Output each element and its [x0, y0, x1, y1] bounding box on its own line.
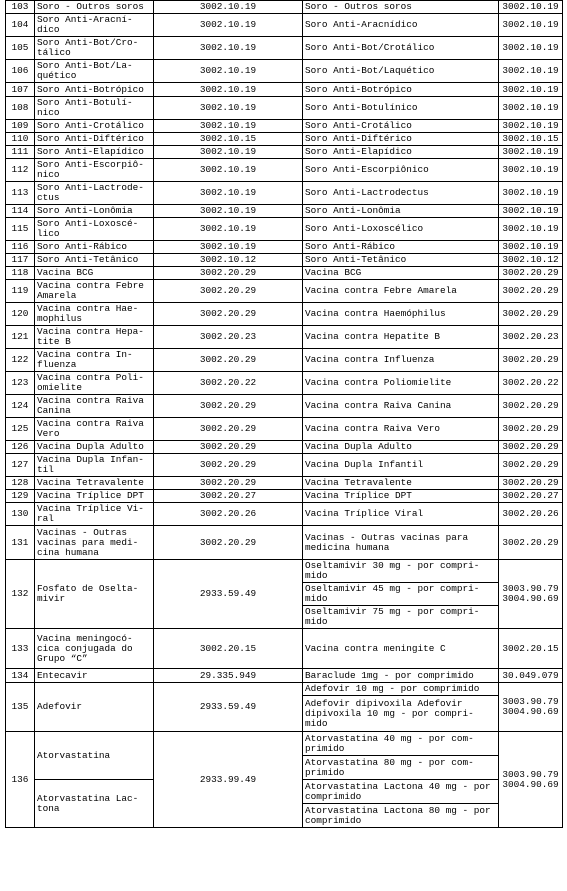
item-product-ncm: 3002.10.15 — [499, 133, 563, 146]
item-ncm-code: 3002.20.29 — [154, 267, 303, 280]
item-number: 109 — [6, 120, 35, 133]
item-substance: Vacina contra Hepa-tite B — [35, 326, 154, 349]
item-number: 133 — [6, 629, 35, 669]
item-product-ncm: 3002.10.19 — [499, 218, 563, 241]
item-substance: Soro Anti-Crotálico — [35, 120, 154, 133]
item-product: Vacina contra Raiva Vero — [303, 418, 499, 441]
table-row — [6, 146, 563, 159]
item-product-ncm: 3002.10.19 — [499, 182, 563, 205]
item-product: Soro Anti-Botrópico — [303, 83, 499, 97]
table-row — [6, 490, 563, 503]
item-substance: Vacina contra Hae-mophilus — [35, 303, 154, 326]
item-number: 135 — [6, 683, 35, 732]
item-substance: Vacina meningocó-cica conjugada do Grupo “C” — [35, 629, 154, 669]
item-substance: Vacina Dupla Infan-til — [35, 454, 154, 477]
table-row — [6, 120, 563, 133]
item-product: Oseltamivir 45 mg - por compri-mido — [303, 583, 499, 606]
item-product: Soro Anti-Bot/Crotálico — [303, 37, 499, 60]
item-number: 104 — [6, 14, 35, 37]
item-ncm-code: 3002.10.19 — [154, 218, 303, 241]
item-product: Soro - Outros soros — [303, 1, 499, 14]
item-product-ncm: 3002.20.29 — [499, 267, 563, 280]
item-product: Vacina Dupla Adulto — [303, 441, 499, 454]
item-substance: Vacina BCG — [35, 267, 154, 280]
item-number: 105 — [6, 37, 35, 60]
item-product-ncm — [499, 560, 563, 629]
item-ncm-code: 2933.59.49 — [154, 560, 303, 629]
item-product: Baraclude 1mg - por comprimido — [303, 669, 499, 683]
item-number: 121 — [6, 326, 35, 349]
item-substance: Vacina contra Raiva Vero — [35, 418, 154, 441]
item-number: 123 — [6, 372, 35, 395]
item-product-ncm: 3002.10.19 — [499, 14, 563, 37]
item-ncm-code: 3002.20.23 — [154, 326, 303, 349]
table-row — [6, 372, 563, 395]
item-substance: Soro Anti-Botulí-nico — [35, 97, 154, 120]
table-row — [6, 526, 563, 560]
table-row — [6, 280, 563, 303]
item-number: 112 — [6, 159, 35, 182]
item-number: 119 — [6, 280, 35, 303]
item-product: Soro Anti-Escorpiônico — [303, 159, 499, 182]
item-product: Soro Anti-Elapídico — [303, 146, 499, 159]
item-product: Atorvastatina Lactona 40 mg - por comprimido — [303, 780, 499, 804]
item-product: Adefovir dipivoxila Adefovir dipivoxila 10 mg - por compri-mido — [303, 696, 499, 732]
ncm-line: 3003.90.79 — [502, 696, 559, 707]
item-substance: Vacinas - Outras vacinas para medi-cina humana — [35, 526, 154, 560]
item-product-ncm: 3002.10.19 — [499, 159, 563, 182]
item-product: Soro Anti-Rábico — [303, 241, 499, 254]
item-substance: Soro Anti-Diftérico — [35, 133, 154, 146]
item-substance: Vacina Dupla Adulto — [35, 441, 154, 454]
item-product-ncm: 3002.20.23 — [499, 326, 563, 349]
item-number: 114 — [6, 205, 35, 218]
table-row — [6, 1, 563, 14]
item-number: 120 — [6, 303, 35, 326]
item-product-ncm: 3002.10.19 — [499, 205, 563, 218]
item-ncm-code: 3002.20.29 — [154, 349, 303, 372]
item-substance: Vacina Tetravalente — [35, 477, 154, 490]
item-ncm-code: 3002.20.29 — [154, 526, 303, 560]
table-row — [6, 60, 563, 83]
item-ncm-code: 3002.10.19 — [154, 146, 303, 159]
item-product: Vacina BCG — [303, 267, 499, 280]
item-ncm-code: 3002.10.15 — [154, 133, 303, 146]
item-ncm-code: 3002.10.19 — [154, 83, 303, 97]
table-row — [6, 37, 563, 60]
item-product-ncm: 3002.20.29 — [499, 349, 563, 372]
item-number: 129 — [6, 490, 35, 503]
item-product-ncm: 3002.20.29 — [499, 441, 563, 454]
item-number: 118 — [6, 267, 35, 280]
item-ncm-code: 3002.20.29 — [154, 454, 303, 477]
item-product: Vacina contra Haemóphilus — [303, 303, 499, 326]
item-ncm-code: 3002.20.29 — [154, 441, 303, 454]
item-number: 131 — [6, 526, 35, 560]
item-ncm-code: 3002.10.19 — [154, 97, 303, 120]
item-product: Soro Anti-Lonômia — [303, 205, 499, 218]
table-row — [6, 97, 563, 120]
item-number: 124 — [6, 395, 35, 418]
item-number: 132 — [6, 560, 35, 629]
item-ncm-code: 3002.20.29 — [154, 418, 303, 441]
table-row — [6, 477, 563, 490]
table-row — [6, 14, 563, 37]
item-number: 110 — [6, 133, 35, 146]
ncm-line: 3003.90.79 — [502, 768, 559, 780]
item-ncm-code: 3002.10.19 — [154, 120, 303, 133]
table-row — [6, 349, 563, 372]
ncm-line: 3003.90.79 — [502, 583, 559, 594]
item-number: 128 — [6, 477, 35, 490]
item-product: Soro Anti-Loxoscélico — [303, 218, 499, 241]
item-product: Atorvastatina 80 mg - por com-primido — [303, 756, 499, 780]
item-product-ncm: 3002.10.19 — [499, 60, 563, 83]
item-product: Vacina contra Poliomielite — [303, 372, 499, 395]
item-product: Vacina contra meningite C — [303, 629, 499, 669]
item-product: Oseltamivir 75 mg - por compri-mido — [303, 606, 499, 629]
item-product-ncm: 3002.20.26 — [499, 503, 563, 526]
table-row — [6, 669, 563, 683]
table-row — [6, 133, 563, 146]
table-row — [6, 83, 563, 97]
table-body — [6, 1, 563, 828]
item-ncm-code: 3002.10.19 — [154, 159, 303, 182]
item-substance: Adefovir — [35, 683, 154, 732]
item-product-ncm: 3002.20.29 — [499, 454, 563, 477]
item-number: 113 — [6, 182, 35, 205]
item-product-ncm: 3002.20.29 — [499, 418, 563, 441]
item-substance: Atorvastatina — [35, 732, 154, 780]
table-row — [6, 205, 563, 218]
item-product: Vacina contra Influenza — [303, 349, 499, 372]
item-ncm-code: 3002.20.27 — [154, 490, 303, 503]
item-ncm-code: 2933.99.49 — [154, 732, 303, 828]
item-substance: Entecavir — [35, 669, 154, 683]
item-product-ncm: 3002.10.19 — [499, 146, 563, 159]
ncm-line: 3004.90.69 — [502, 706, 559, 717]
item-substance: Soro Anti-Escorpiô-nico — [35, 159, 154, 182]
item-product-ncm: 3002.10.19 — [499, 1, 563, 14]
item-product-ncm: 3002.10.19 — [499, 37, 563, 60]
item-product-ncm: 3002.10.19 — [499, 83, 563, 97]
item-product: Vacina Tetravalente — [303, 477, 499, 490]
item-ncm-code: 3002.20.29 — [154, 395, 303, 418]
item-number: 127 — [6, 454, 35, 477]
item-number: 130 — [6, 503, 35, 526]
table-row — [6, 326, 563, 349]
item-product: Vacina contra Hepatite B — [303, 326, 499, 349]
item-substance: Fosfato de Oselta-mivir — [35, 560, 154, 629]
table-row — [6, 629, 563, 669]
item-substance: Soro Anti-Rábico — [35, 241, 154, 254]
item-product-ncm: 3002.20.29 — [499, 395, 563, 418]
item-substance: Soro Anti-Lonômia — [35, 205, 154, 218]
table-row — [6, 267, 563, 280]
item-product: Soro Anti-Botulínico — [303, 97, 499, 120]
item-product: Soro Anti-Tetânico — [303, 254, 499, 267]
item-ncm-code: 3002.10.19 — [154, 205, 303, 218]
item-product-ncm: 3002.20.29 — [499, 280, 563, 303]
product-table — [5, 0, 563, 828]
item-product-ncm: 3002.10.19 — [499, 241, 563, 254]
item-ncm-code: 3002.20.26 — [154, 503, 303, 526]
item-substance: Vacina contra Poli-omielite — [35, 372, 154, 395]
item-number: 103 — [6, 1, 35, 14]
item-substance: Soro - Outros soros — [35, 1, 154, 14]
table-row — [6, 241, 563, 254]
item-product: Soro Anti-Bot/Laquético — [303, 60, 499, 83]
item-product-ncm — [499, 732, 563, 828]
table-row — [6, 683, 563, 696]
item-ncm-code: 3002.10.19 — [154, 241, 303, 254]
item-substance: Vacina Tríplice DPT — [35, 490, 154, 503]
item-product-ncm: 3002.10.19 — [499, 120, 563, 133]
table-row — [6, 454, 563, 477]
item-product: Soro Anti-Diftérico — [303, 133, 499, 146]
item-number: 116 — [6, 241, 35, 254]
item-number: 106 — [6, 60, 35, 83]
table-row — [6, 503, 563, 526]
item-product: Soro Anti-Aracnídico — [303, 14, 499, 37]
item-substance: Vacina contra Febre Amarela — [35, 280, 154, 303]
item-product-ncm: 3002.20.29 — [499, 526, 563, 560]
item-substance: Vacina contra In-fluenza — [35, 349, 154, 372]
item-substance: Soro Anti-Aracní-dico — [35, 14, 154, 37]
item-product: Adefovir 10 mg - por comprimido — [303, 683, 499, 696]
ncm-line: 3004.90.69 — [502, 593, 559, 604]
item-product: Vacina contra Febre Amarela — [303, 280, 499, 303]
item-substance: Soro Anti-Tetânico — [35, 254, 154, 267]
table-row — [6, 303, 563, 326]
item-number: 125 — [6, 418, 35, 441]
item-ncm-code: 3002.20.29 — [154, 477, 303, 490]
table-row — [6, 441, 563, 454]
item-number: 111 — [6, 146, 35, 159]
item-ncm-code: 29.335.949 — [154, 669, 303, 683]
table-row — [6, 732, 563, 756]
item-ncm-code: 3002.10.12 — [154, 254, 303, 267]
table-row — [6, 218, 563, 241]
item-substance: Atorvastatina Lac-tona — [35, 780, 154, 828]
item-product: Soro Anti-Lactrodectus — [303, 182, 499, 205]
item-product: Oseltamivir 30 mg - por compri-mido — [303, 560, 499, 583]
item-ncm-code: 3002.20.22 — [154, 372, 303, 395]
table-row — [6, 395, 563, 418]
item-number: 117 — [6, 254, 35, 267]
item-product: Atorvastatina 40 mg - por com-primido — [303, 732, 499, 756]
item-substance: Soro Anti-Bot/Cro-tálico — [35, 37, 154, 60]
item-number: 136 — [6, 732, 35, 828]
item-number: 134 — [6, 669, 35, 683]
item-substance: Soro Anti-Elapídico — [35, 146, 154, 159]
item-product: Vacina Tríplice DPT — [303, 490, 499, 503]
item-product-ncm: 3002.20.22 — [499, 372, 563, 395]
item-ncm-code: 3002.10.19 — [154, 182, 303, 205]
item-product: Vacina Tríplice Viral — [303, 503, 499, 526]
item-substance: Soro Anti-Lactrode-ctus — [35, 182, 154, 205]
item-ncm-code: 2933.59.49 — [154, 683, 303, 732]
item-product-ncm: 3002.10.19 — [499, 97, 563, 120]
item-product: Vacina contra Raiva Canina — [303, 395, 499, 418]
item-ncm-code: 3002.10.19 — [154, 60, 303, 83]
item-ncm-code: 3002.20.29 — [154, 280, 303, 303]
table-row — [6, 182, 563, 205]
item-product-ncm: 3002.20.27 — [499, 490, 563, 503]
item-product: Soro Anti-Crotálico — [303, 120, 499, 133]
item-product: Vacinas - Outras vacinas para medicina humana — [303, 526, 499, 560]
table-row — [6, 560, 563, 583]
item-substance: Soro Anti-Botrópico — [35, 83, 154, 97]
item-number: 107 — [6, 83, 35, 97]
item-number: 122 — [6, 349, 35, 372]
item-substance: Soro Anti-Loxoscé-lico — [35, 218, 154, 241]
item-product-ncm: 3002.20.29 — [499, 477, 563, 490]
item-substance: Vacina contra Raiva Canina — [35, 395, 154, 418]
item-ncm-code: 3002.10.19 — [154, 1, 303, 14]
item-ncm-code: 3002.10.19 — [154, 37, 303, 60]
item-product-ncm — [499, 683, 563, 732]
item-ncm-code: 3002.10.19 — [154, 14, 303, 37]
item-product-ncm: 3002.10.12 — [499, 254, 563, 267]
ncm-line: 3004.90.69 — [502, 778, 559, 790]
item-ncm-code: 3002.20.15 — [154, 629, 303, 669]
table-row — [6, 159, 563, 182]
item-substance: Soro Anti-Bot/La-quético — [35, 60, 154, 83]
item-ncm-code: 3002.20.29 — [154, 303, 303, 326]
item-number: 108 — [6, 97, 35, 120]
item-number: 115 — [6, 218, 35, 241]
item-substance: Vacina Tríplice Vi-ral — [35, 503, 154, 526]
item-product-ncm: 3002.20.29 — [499, 303, 563, 326]
table-row — [6, 254, 563, 267]
item-product-ncm: 3002.20.15 — [499, 629, 563, 669]
item-product: Atorvastatina Lactona 80 mg - por comprimido — [303, 804, 499, 828]
table-row — [6, 418, 563, 441]
item-number: 126 — [6, 441, 35, 454]
item-product: Vacina Dupla Infantil — [303, 454, 499, 477]
item-product-ncm: 30.049.079 — [499, 669, 563, 683]
